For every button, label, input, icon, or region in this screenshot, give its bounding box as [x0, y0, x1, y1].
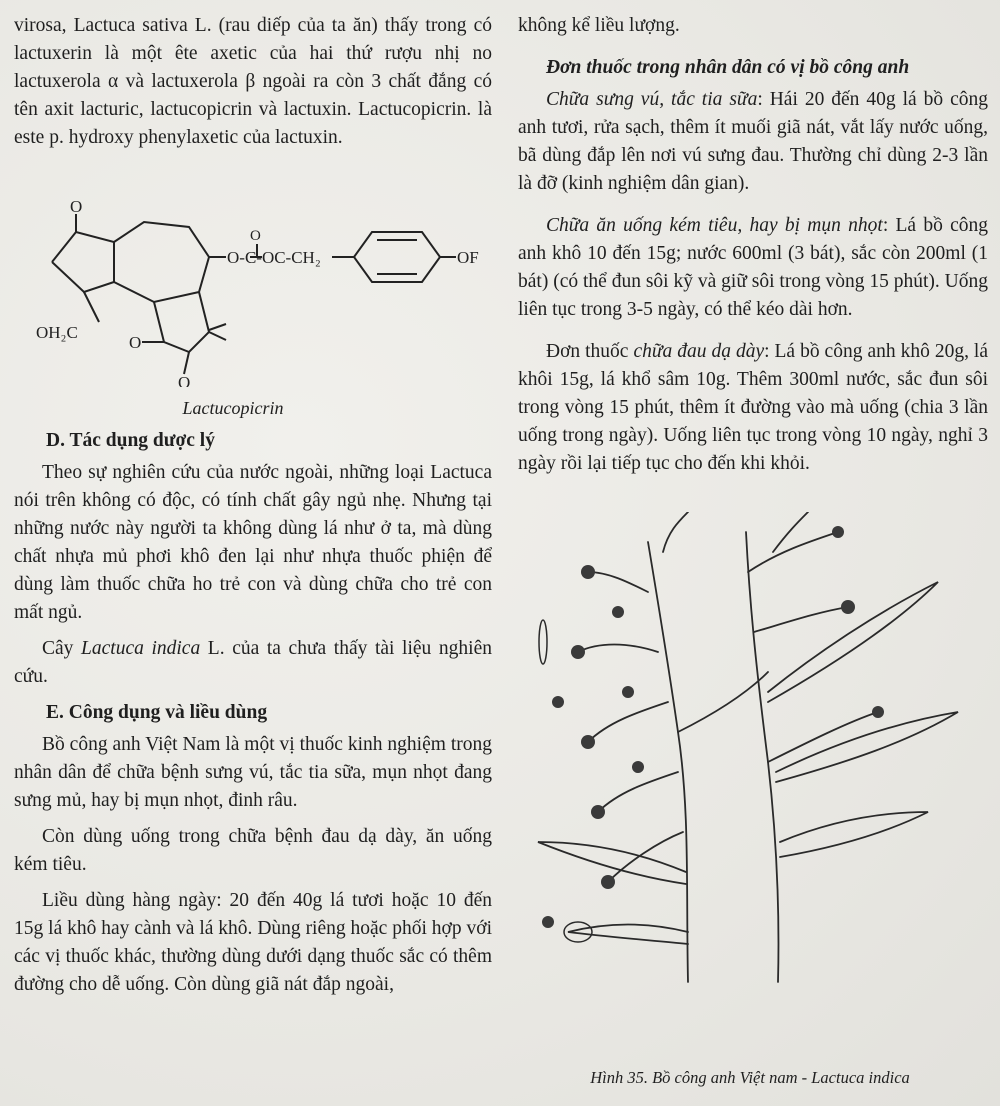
left-column: [14, 12, 492, 999]
heading-d: D. Tác dụng dược lý: [46, 430, 215, 451]
chem-o-ring: O: [129, 333, 142, 352]
d2-italic: Lactuca indica: [81, 638, 201, 659]
chem-ester-o: O: [250, 228, 261, 244]
paragraph-continuation: không kể liều lượng.: [518, 15, 680, 36]
remedy-3-text: : Lá bồ công anh khô 20g, lá khôi 15g, lá khổ sâm 10g. Thêm 300ml nước, sắc đun sôi trong vòng 15 phút, thêm ít đường vào mà uống (chia 3 lần uống trong ngày). Uống liên tục trong vòng 10 ngày, nghỉ 3 ngày rồi lại tiếp tục cho đến khi khỏi.: [518, 341, 989, 474]
plant-illustration: [518, 512, 988, 1012]
chem-ester-label: O-C-OC-CH₂: [227, 248, 321, 267]
d2-suffix: L. của ta chưa thấy tài liệu nghiên cứu.: [14, 638, 492, 687]
remedy-3-prefix: Đơn thuốc: [546, 341, 634, 362]
remedy-1-title: Chữa sưng vú, tắc tia sữa: [546, 89, 758, 110]
remedy-1-text: : Hái 20 đến 40g lá bồ công anh tươi, rửa sạch, thêm ít muối giã nát, vắt lấy nước uống, bã dùng đắp lên nơi vú sưng đau. Thường chỉ dùng 2-3 lần là đỡ (kinh nghiệm dân gian).: [518, 89, 988, 194]
remedy-2: [518, 212, 988, 324]
lactucopicrin-structure: [14, 152, 492, 402]
paragraph-e1: Bồ công anh Việt Nam là một vị thuốc kinh nghiệm trong nhân dân để chữa bệnh sưng vú, tắc tia sữa, mụn nhọt đang sưng mủ, hay bị mụn nhọt, đinh râu.: [14, 734, 492, 811]
chem-o-top: O: [70, 197, 83, 216]
chem-of: OF: [457, 248, 479, 267]
paragraph-e3: Liều dùng hàng ngày: 20 đến 40g lá tươi hoặc 10 đến 15g lá khô hay cành và lá khô. Dùng riêng hoặc phối hợp với các vị thuốc khác, thường dùng dưới dạng thuốc sắc có thêm đường cho dễ uống. Còn dùng giã nát đắp ngoài,: [14, 890, 492, 995]
remedy-1: [518, 86, 988, 198]
remedy-2-title: Chữa ăn uống kém tiêu, hay bị mụn nhọt: [546, 215, 883, 236]
paragraph-d2: [14, 635, 492, 691]
remedy-3-title: chữa đau dạ dày: [633, 341, 765, 362]
remedy-3: [518, 338, 988, 478]
d2-prefix: Cây: [42, 638, 82, 659]
right-column: [518, 12, 988, 1012]
chem-ch2oh: OH₂C: [36, 323, 78, 342]
paragraph-d1: Theo sự nghiên cứu của nước ngoài, những loại Lactuca nói trên không có độc, có tính chất gây ngủ nhẹ. Nhưng tại những nước này người ta không dùng lá như ở ta, mà dùng chất nhựa mủ phơi khô đen lại như nhựa thuốc phiện để dùng làm thuốc chữa ho trẻ con và dùng chữa cho trẻ con mất ngủ.: [14, 462, 492, 623]
heading-e: E. Công dụng và liều dùng: [46, 702, 268, 723]
section-title-remedies: Đơn thuốc trong nhân dân có vị bồ công anh: [546, 57, 910, 78]
figure-caption: Hình 35. Bồ công anh Việt nam - Lactuca indica: [590, 1068, 910, 1087]
paragraph-lactuca-sativa: virosa, Lactuca sativa L. (rau diếp của ta ăn) thấy trong có lactuxerin là một ête axetic của hai thứ rượu nhị no lactuxerola α và lactuxerola β ngoài ra còn 3 chất đắng có tên axit lacturic, lactucopicrin và lactuxin. Lactucopicrin. là este p. hydroxy phenylaxetic của lactuxin.: [14, 15, 492, 148]
plant-drawing: [518, 512, 988, 992]
paragraph-e2: Còn dùng uống trong chữa bệnh đau dạ dày, ăn uống kém tiêu.: [14, 826, 492, 875]
chem-o-carbonyl: O: [178, 373, 191, 387]
chem-caption: Lactucopicrin: [182, 398, 284, 418]
chemical-structure-drawing: [14, 152, 492, 387]
remedy-2-text: : Lá bồ công anh khô 10 đến 15g; nước 600ml (3 bát), sắc còn 200ml (1 bát) (có thể đun sôi kỹ và giữ sôi trong vòng 15 phút). Uống liên tục trong 3-5 ngày, có thể kéo dài hơn.: [518, 215, 989, 320]
